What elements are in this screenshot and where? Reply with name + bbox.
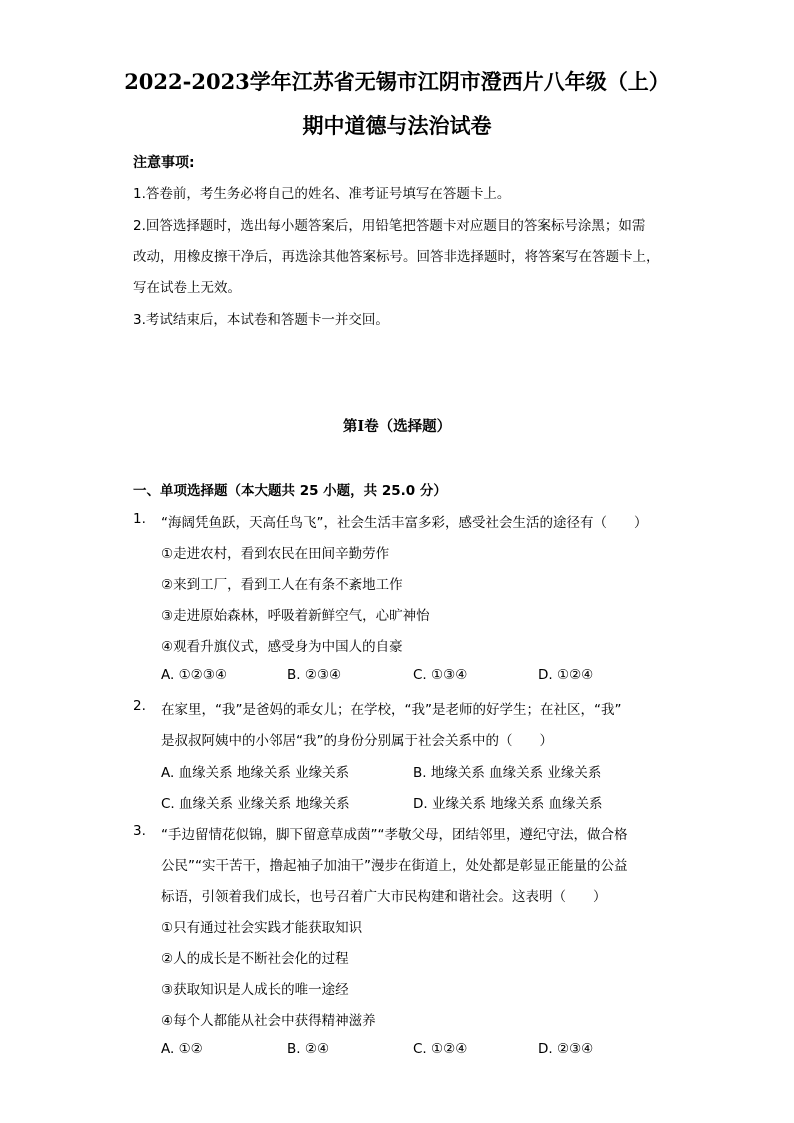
notice-heading: 注意事项: xyxy=(133,155,195,171)
question-item: ③走进原始森林，呼吸着新鲜空气，心旷神怡 xyxy=(161,608,430,624)
notice-item: 1.答卷前，考生务必将自己的姓名、准考证号填写在答题卡上。 xyxy=(133,186,511,202)
question-stem: 公民”“实干苦干，撸起袖子加油干”漫步在街道上，处处都是彰显正能量的公益 xyxy=(161,858,628,874)
answer-option-c: C. ①③④ xyxy=(413,667,468,683)
question-stem: 在家里，“我”是爸妈的乖女儿；在学校，“我”是老师的好学生；在社区，“我” xyxy=(161,702,622,718)
question-stem: 是叔叔阿姨中的小邻居“我”的身份分别属于社会关系中的（ ） xyxy=(161,733,553,749)
notice-item: 写在试卷上无效。 xyxy=(133,280,241,296)
question-item: ①只有通过社会实践才能获取知识 xyxy=(161,920,363,936)
answer-option-b: B. ②③④ xyxy=(287,667,342,683)
answer-option-d: D. ②③④ xyxy=(538,1041,594,1057)
question-item: ④观看升旗仪式，感受身为中国人的自豪 xyxy=(161,639,403,655)
notice-item: 2.回答选择题时，选出每小题答案后，用铅笔把答题卡对应题目的答案标号涂黑；如需 xyxy=(133,218,646,234)
question-stem: “手边留情花似锦，脚下留意草成茵”“孝敬父母，团结邻里，遵纪守法，做合格 xyxy=(161,827,628,843)
question-number: 3. xyxy=(133,823,146,839)
answer-option-a: A. ①② xyxy=(161,1041,203,1057)
answer-option-d: D. ①②④ xyxy=(538,667,594,683)
answer-option-c: C. 血缘关系 业缘关系 地缘关系 xyxy=(161,796,350,812)
part-title: 第I卷（选择题） xyxy=(342,418,452,435)
question-stem: “海阔凭鱼跃，天高任鸟飞”，社会生活丰富多彩，感受社会生活的途径有（ ） xyxy=(161,515,648,531)
answer-option-b: B. 地缘关系 血缘关系 业缘关系 xyxy=(413,765,602,781)
question-number: 2. xyxy=(133,698,146,714)
answer-option-c: C. ①②④ xyxy=(413,1041,468,1057)
answer-option-b: B. ②④ xyxy=(287,1041,330,1057)
paper-title-line2: 期中道德与法治试卷 xyxy=(302,113,492,138)
notice-item: 3.考试结束后，本试卷和答题卡一并交回。 xyxy=(133,312,389,328)
answer-option-d: D. 业缘关系 地缘关系 血缘关系 xyxy=(413,796,603,812)
question-item: ①走进农村，看到农民在田间辛勤劳作 xyxy=(161,546,390,562)
question-item: ③获取知识是人成长的唯一途经 xyxy=(161,982,349,998)
question-stem: 标语，引领着我们成长，也号召着广大市民构建和谐社会。这表明（ ） xyxy=(161,889,607,905)
paper-title-line1: 2022-2023学年江苏省无锡市江阴市澄西片八年级（上） xyxy=(124,69,670,94)
question-number: 1. xyxy=(133,511,146,527)
section-heading: 一、单项选择题（本大题共 25 小题，共 25.0 分） xyxy=(133,483,447,499)
answer-option-a: A. 血缘关系 地缘关系 业缘关系 xyxy=(161,765,350,781)
question-item: ④每个人都能从社会中获得精神滋养 xyxy=(161,1013,376,1029)
notice-item: 改动，用橡皮擦干净后，再选涂其他答案标号。回答非选择题时，将答案写在答题卡上， xyxy=(133,249,660,265)
question-item: ②来到工厂，看到工人在有条不紊地工作 xyxy=(161,577,403,593)
answer-option-a: A. ①②③④ xyxy=(161,667,227,683)
question-item: ②人的成长是不断社会化的过程 xyxy=(161,951,349,967)
